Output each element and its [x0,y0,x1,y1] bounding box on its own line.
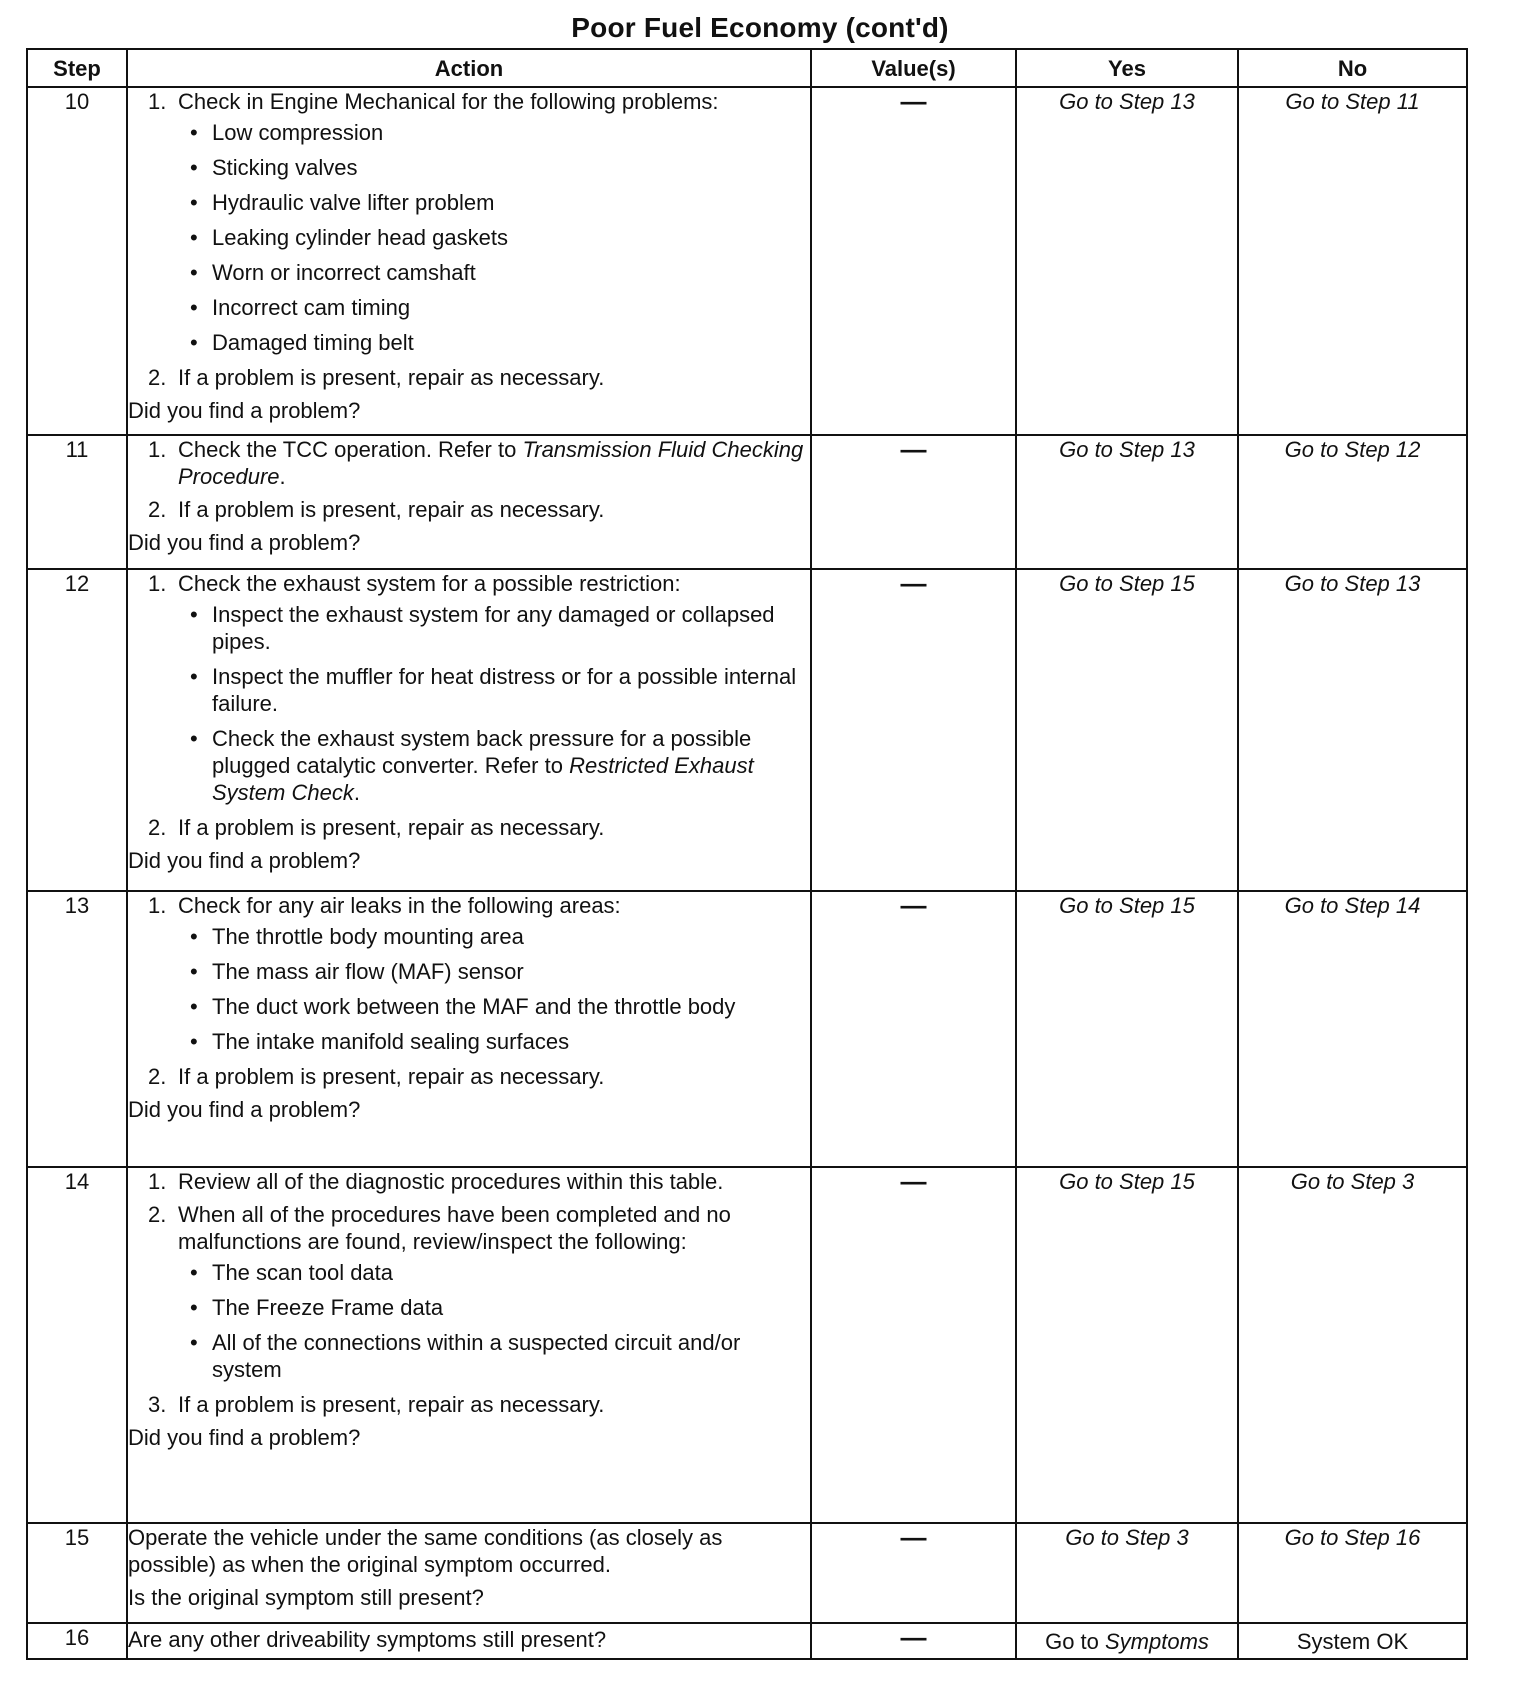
action-text: Operate the vehicle under the same conditions (as closely as possible) as when the original symptom occurred. [128,1525,723,1577]
action-question: Did you find a problem? [128,1425,361,1450]
step-number: 15 [27,1523,127,1623]
table-row [27,891,1467,1167]
action-question: Did you find a problem? [128,848,361,873]
no-cell: Go to Step 13 [1238,569,1467,891]
action-bullet: • The Freeze Frame data [178,1294,810,1321]
action-cell [127,891,811,1167]
yes-cell: Go to Step 15 [1016,891,1238,1167]
action-bullet: • Hydraulic valve lifter problem [178,189,810,216]
action-bullet: • The intake manifold sealing surfaces [178,1028,810,1055]
action-step: 1. Check the exhaust system for a possible restriction: • Inspect the exhaust system for any damaged or collapsed pipes. • Inspect the muffler for heat distress or for a possible internal failure. • Check the exhaust system back pressure for a possible plugged catalytic converter. Refer to Restricted Exhaust System Check. [128,570,810,806]
step-number: 11 [27,435,127,569]
table-row [27,1167,1467,1523]
reference-link: Transmission Fluid Checking Procedure [178,437,804,489]
table-row [27,435,1467,569]
action-step: 2. When all of the procedures have been completed and no malfunctions are found, review/inspect the following: • The scan tool data • The Freeze Frame data • All of the connections within a suspected circuit and/or system [128,1201,810,1383]
page-title: Poor Fuel Economy (cont'd) [571,12,949,43]
reference-link: Restricted Exhaust System Check [212,753,754,805]
action-bullet: • Sticking valves [178,154,810,181]
action-question: Did you find a problem? [128,1097,361,1122]
table-row [27,569,1467,891]
action-cell [127,435,811,569]
yes-cell: Go to Step 15 [1016,569,1238,891]
action-bullet: • The scan tool data [178,1259,810,1286]
value-cell: — [811,1523,1016,1623]
value-cell: — [811,569,1016,891]
table-row [27,1523,1467,1623]
action-bullet: • Leaking cylinder head gaskets [178,224,810,251]
no-cell: Go to Step 16 [1238,1523,1467,1623]
action-cell [127,1523,811,1623]
value-cell: — [811,435,1016,569]
no-cell: Go to Step 11 [1238,87,1467,435]
action-bullet: • All of the connections within a suspected circuit and/or system [178,1329,810,1383]
action-bullet: • The throttle body mounting area [178,923,810,950]
reference-link: Symptoms [1105,1628,1209,1654]
action-step: 1. Check in Engine Mechanical for the following problems: • Low compression • Sticking valves • Hydraulic valve lifter problem • Leaking cylinder head gaskets • Worn or incorrect camshaft • Incorrect cam timing • Damaged timing belt [128,88,810,356]
step-number: 12 [27,569,127,891]
action-step: 2. If a problem is present, repair as necessary. [148,497,605,522]
header-action: Action [127,49,811,87]
header-step: Step [27,49,127,87]
step-number: 13 [27,891,127,1167]
no-cell: Go to Step 3 [1238,1167,1467,1523]
action-question: Did you find a problem? [128,530,361,555]
action-step: 2. If a problem is present, repair as necessary. [148,1064,605,1089]
action-step: 1. Review all of the diagnostic procedures within this table. [148,1169,724,1194]
yes-cell: Go to Step 15 [1016,1167,1238,1523]
action-cell [127,569,811,891]
value-cell: — [811,1623,1016,1659]
action-bullet: • The duct work between the MAF and the throttle body [178,993,810,1020]
table-row [27,87,1467,435]
step-number: 16 [27,1623,127,1659]
step-number: 10 [27,87,127,435]
action-step: 2. If a problem is present, repair as necessary. [148,815,605,840]
action-bullet: • Inspect the muffler for heat distress or for a possible internal failure. [178,663,810,717]
header-values: Value(s) [811,49,1016,87]
diagnostic-table [26,48,1468,1660]
value-cell: — [811,1167,1016,1523]
action-step: 2. If a problem is present, repair as necessary. [148,365,605,390]
action-bullet: • The mass air flow (MAF) sensor [178,958,810,985]
no-cell: Go to Step 12 [1238,435,1467,569]
action-bullet: • Worn or incorrect camshaft [178,259,810,286]
action-step: 1. Check for any air leaks in the following areas: • The throttle body mounting area • The mass air flow (MAF) sensor • The duct work between the MAF and the throttle body • The intake manifold sealing surfaces [128,892,810,1055]
value-cell: — [811,87,1016,435]
yes-cell: Go to Symptoms [1016,1623,1238,1659]
action-cell [127,87,811,435]
no-cell: System OK [1238,1623,1467,1659]
header-no: No [1238,49,1467,87]
action-bullet: • Low compression [178,119,810,146]
yes-cell: Go to Step 3 [1016,1523,1238,1623]
action-step: 1. Check the TCC operation. Refer to Transmission Fluid Checking Procedure. [148,437,804,489]
action-bullet: • Incorrect cam timing [178,294,810,321]
action-question: Are any other driveability symptoms still present? [127,1623,811,1659]
header-row [27,49,1467,87]
action-bullet: • Check the exhaust system back pressure for a possible plugged catalytic converter. Refer to Restricted Exhaust System Check. [178,725,810,806]
action-bullet: • Damaged timing belt [178,329,810,356]
action-cell [127,1167,811,1523]
action-bullet: • Inspect the exhaust system for any damaged or collapsed pipes. [178,601,810,655]
action-step: 3. If a problem is present, repair as necessary. [148,1392,605,1417]
table-row [27,1623,1467,1659]
yes-cell: Go to Step 13 [1016,435,1238,569]
header-yes: Yes [1016,49,1238,87]
step-number: 14 [27,1167,127,1523]
no-cell: Go to Step 14 [1238,891,1467,1167]
action-question: Did you find a problem? [128,398,361,423]
yes-cell: Go to Step 13 [1016,87,1238,435]
action-question: Is the original symptom still present? [128,1585,484,1610]
value-cell: — [811,891,1016,1167]
